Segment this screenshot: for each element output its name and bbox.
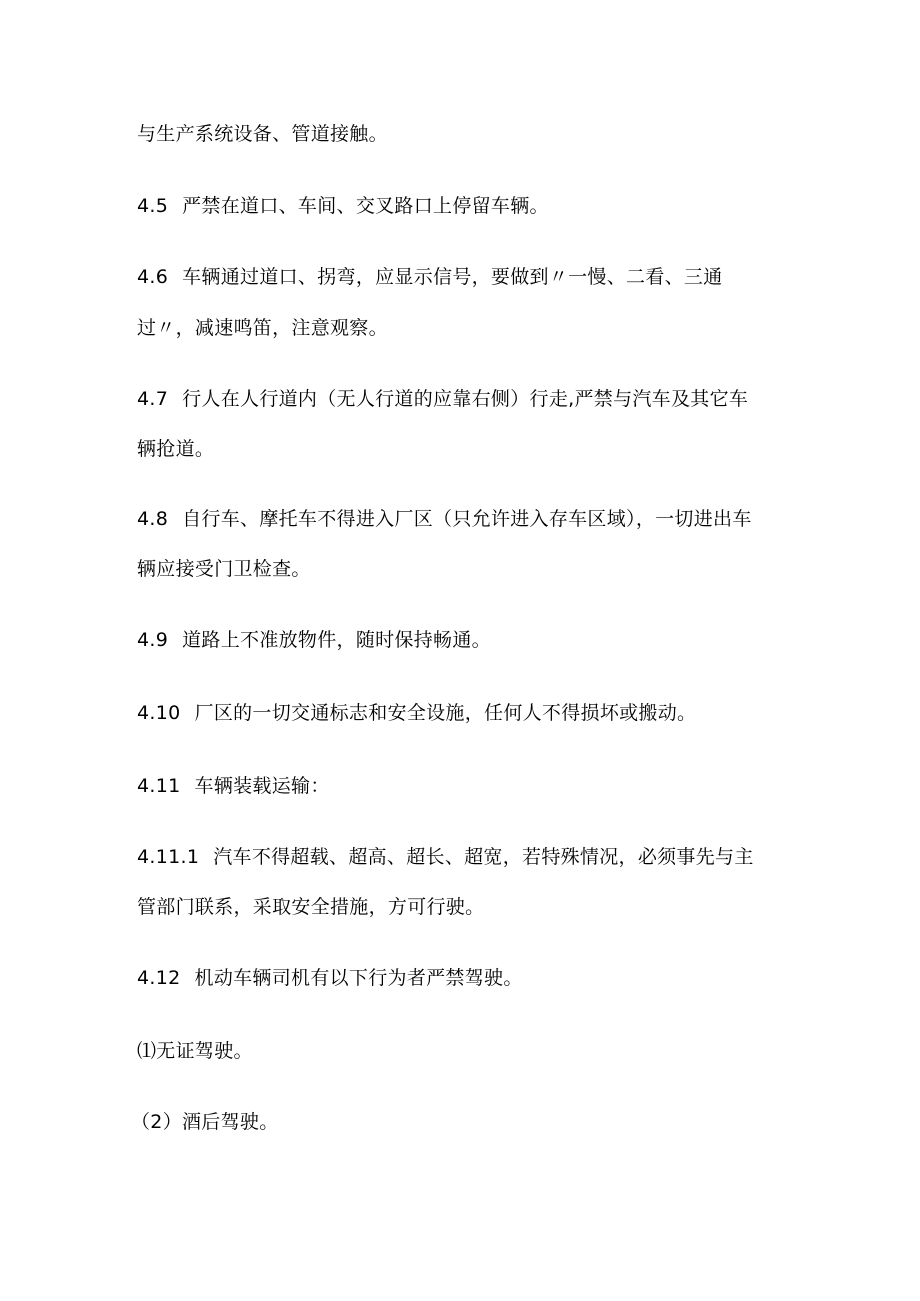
clause-4-12 <box>137 965 523 991</box>
clause-number: 4.5 <box>137 195 169 217</box>
clause-text: 厂区的一切交通标志和安全设施，任何人不得损坏或搬动。 <box>194 702 697 724</box>
clause-number: 4.12 <box>137 967 181 989</box>
clause-4-11-1 <box>137 844 754 870</box>
clause-text: 道路上不准放物件，随时保持畅通。 <box>182 629 491 651</box>
text-line-continuation <box>137 894 484 920</box>
text-line-continuation <box>137 556 311 582</box>
clause-text: 机动车辆司机有以下行为者严禁驾驶。 <box>194 967 523 989</box>
clause-number: 4.9 <box>137 629 169 651</box>
clause-number: 4.11.1 <box>137 846 200 868</box>
line-text: 辆抢道。 <box>137 438 215 460</box>
clause-4-7 <box>137 386 748 412</box>
clause-number: 4.7 <box>137 388 169 410</box>
clause-number: 4.11 <box>137 775 181 797</box>
clause-4-9 <box>137 627 491 653</box>
line-text: 管部门联系，采取安全措施，方可行驶。 <box>137 896 485 918</box>
clause-text: 车辆通过道口、拐弯，应显示信号，要做到〃一慢、二看、三通 <box>182 266 723 288</box>
list-item-2 <box>131 1109 279 1135</box>
text-line-continuation <box>137 121 388 147</box>
clause-4-10 <box>137 700 696 726</box>
clause-text: 行人在人行道内（无人行道的应靠右侧）行走,严禁与汽车及其它车 <box>182 388 749 410</box>
clause-number: 4.10 <box>137 702 181 724</box>
list-item-text: （2）酒后驾驶。 <box>131 1111 279 1133</box>
text-line-continuation <box>137 436 214 462</box>
clause-4-8 <box>137 506 752 532</box>
clause-4-11 <box>137 773 330 799</box>
list-item-text: ⑴无证驾驶。 <box>137 1040 253 1062</box>
clause-4-6 <box>137 264 723 290</box>
list-item-1 <box>137 1038 253 1064</box>
clause-text: 车辆装载运输： <box>194 775 330 797</box>
clause-text: 汽车不得超载、超高、超长、超宽，若特殊情况，必须事先与主 <box>213 846 754 868</box>
text-line-continuation <box>137 315 388 341</box>
clause-number: 4.6 <box>137 266 169 288</box>
clause-text: 严禁在道口、车间、交叉路口上停留车辆。 <box>182 195 549 217</box>
clause-text: 自行车、摩托车不得进入厂区（只允许进入存车区域），一切进出车 <box>182 508 752 530</box>
line-text: 与生产系统设备、管道接触。 <box>137 123 388 145</box>
line-text: 过〃，减速鸣笛，注意观察。 <box>137 317 388 339</box>
line-text: 辆应接受门卫检查。 <box>137 558 311 580</box>
clause-number: 4.8 <box>137 508 169 530</box>
clause-4-5 <box>137 193 549 219</box>
